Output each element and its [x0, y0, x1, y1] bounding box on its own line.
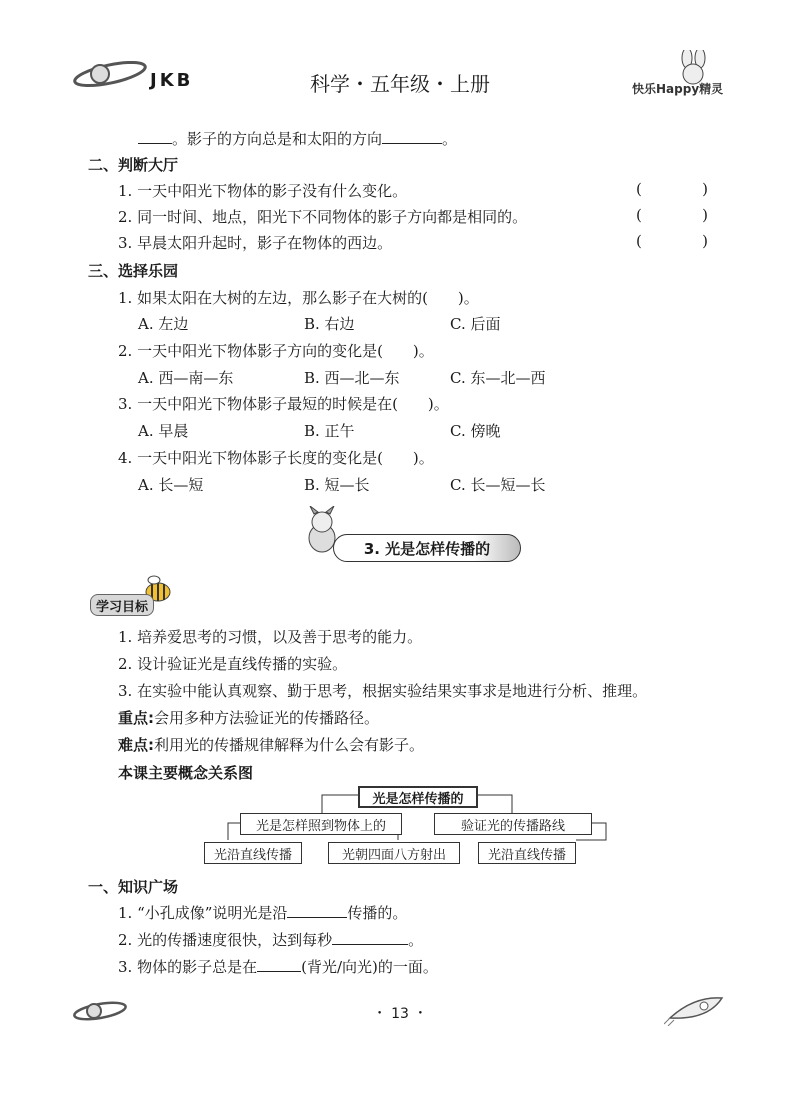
answer-blank[interactable] — [332, 930, 408, 945]
answer-blank[interactable] — [138, 129, 172, 144]
choice-question: 4. 一天中阳光下物体影子长度的变化是( )。 — [118, 449, 434, 467]
choice-option[interactable]: B. 西—北—东 — [304, 369, 400, 387]
concept-leaf: 光沿直线传播 — [478, 842, 576, 864]
concept-left: 光是怎样照到物体上的 — [240, 813, 402, 835]
goal-item: 3. 在实验中能认真观察、勤于思考，根据实验结果实事求是地进行分析、推理。 — [118, 682, 648, 700]
choice-option[interactable]: A. 西—南—东 — [138, 369, 234, 387]
page-number: ・ 13 ・ — [372, 1006, 428, 1022]
choice-option[interactable]: C. 后面 — [450, 315, 501, 333]
choice-question: 1. 如果太阳在大树的左边，那么影子在大树的( )。 — [118, 289, 479, 307]
choice-question: 2. 一天中阳光下物体影子方向的变化是( )。 — [118, 342, 434, 360]
fill-question: 1. “小孔成像”说明光是沿 传播的。 — [118, 904, 408, 922]
concept-leaf: 光沿直线传播 — [204, 842, 302, 864]
goals-tag: 学习目标 — [90, 594, 154, 616]
concept-root: 光是怎样传播的 — [358, 786, 478, 808]
mascot-badge — [632, 50, 728, 106]
judge-item: 2. 同一时间、地点，阳光下不同物体的影子方向都是相同的。 — [118, 208, 528, 226]
concept-leaf: 光朝四面八方射出 — [328, 842, 460, 864]
goal-item: 1. 培养爱思考的习惯，以及善于思考的能力。 — [118, 628, 423, 646]
choice-option[interactable]: C. 长—短—长 — [450, 476, 546, 494]
judge-item: 3. 早晨太阳升起时，影子在物体的西边。 — [118, 234, 393, 252]
choice-option[interactable]: A. 左边 — [138, 315, 189, 333]
fill-question: 2. 光的传播速度很快，达到每秒 。 — [118, 931, 424, 949]
section-title-judge: 二、判断大厅 — [88, 156, 179, 174]
answer-paren[interactable]: ( ) — [636, 206, 708, 224]
concept-right: 验证光的传播路线 — [434, 813, 592, 835]
answer-blank[interactable] — [382, 129, 442, 144]
judge-item: 1. 一天中阳光下物体的影子没有什么变化。 — [118, 182, 408, 200]
section-title-choice: 三、选择乐园 — [88, 262, 179, 280]
goal-item: 2. 设计验证光是直线传播的实验。 — [118, 655, 348, 673]
concept-map-title: 本课主要概念关系图 — [118, 764, 254, 782]
choice-option[interactable]: A. 长—短 — [138, 476, 204, 494]
top-line: 。影子的方向总是和太阳的方向 。 — [138, 128, 457, 149]
page-title: 科学・五年级・上册 — [310, 72, 490, 96]
choice-option[interactable]: B. 右边 — [304, 315, 355, 333]
difficult-point: 难点:利用光的传播规律解释为什么会有影子。 — [118, 736, 425, 754]
badge-text: 快乐Happy精灵 — [632, 82, 724, 96]
answer-blank[interactable] — [287, 903, 347, 918]
choice-option[interactable]: A. 早晨 — [138, 422, 189, 440]
publisher-logo: JKB — [150, 70, 194, 91]
lesson-banner: 3. 光是怎样传播的 — [333, 534, 521, 562]
choice-option[interactable]: C. 东—北—西 — [450, 369, 546, 387]
fill-question: 3. 物体的影子总是在 (背光/向光)的一面。 — [118, 958, 438, 976]
rocket-icon — [664, 990, 728, 1026]
choice-option[interactable]: B. 短—长 — [304, 476, 370, 494]
answer-paren[interactable]: ( ) — [636, 180, 708, 198]
section-title-knowledge: 一、知识广场 — [88, 878, 179, 896]
key-point: 重点:会用多种方法验证光的传播路径。 — [118, 709, 380, 727]
choice-option[interactable]: B. 正午 — [304, 422, 355, 440]
choice-question: 3. 一天中阳光下物体影子最短的时候是在( )。 — [118, 395, 449, 413]
answer-blank[interactable] — [257, 957, 301, 972]
answer-paren[interactable]: ( ) — [636, 232, 708, 250]
choice-option[interactable]: C. 傍晚 — [450, 422, 501, 440]
